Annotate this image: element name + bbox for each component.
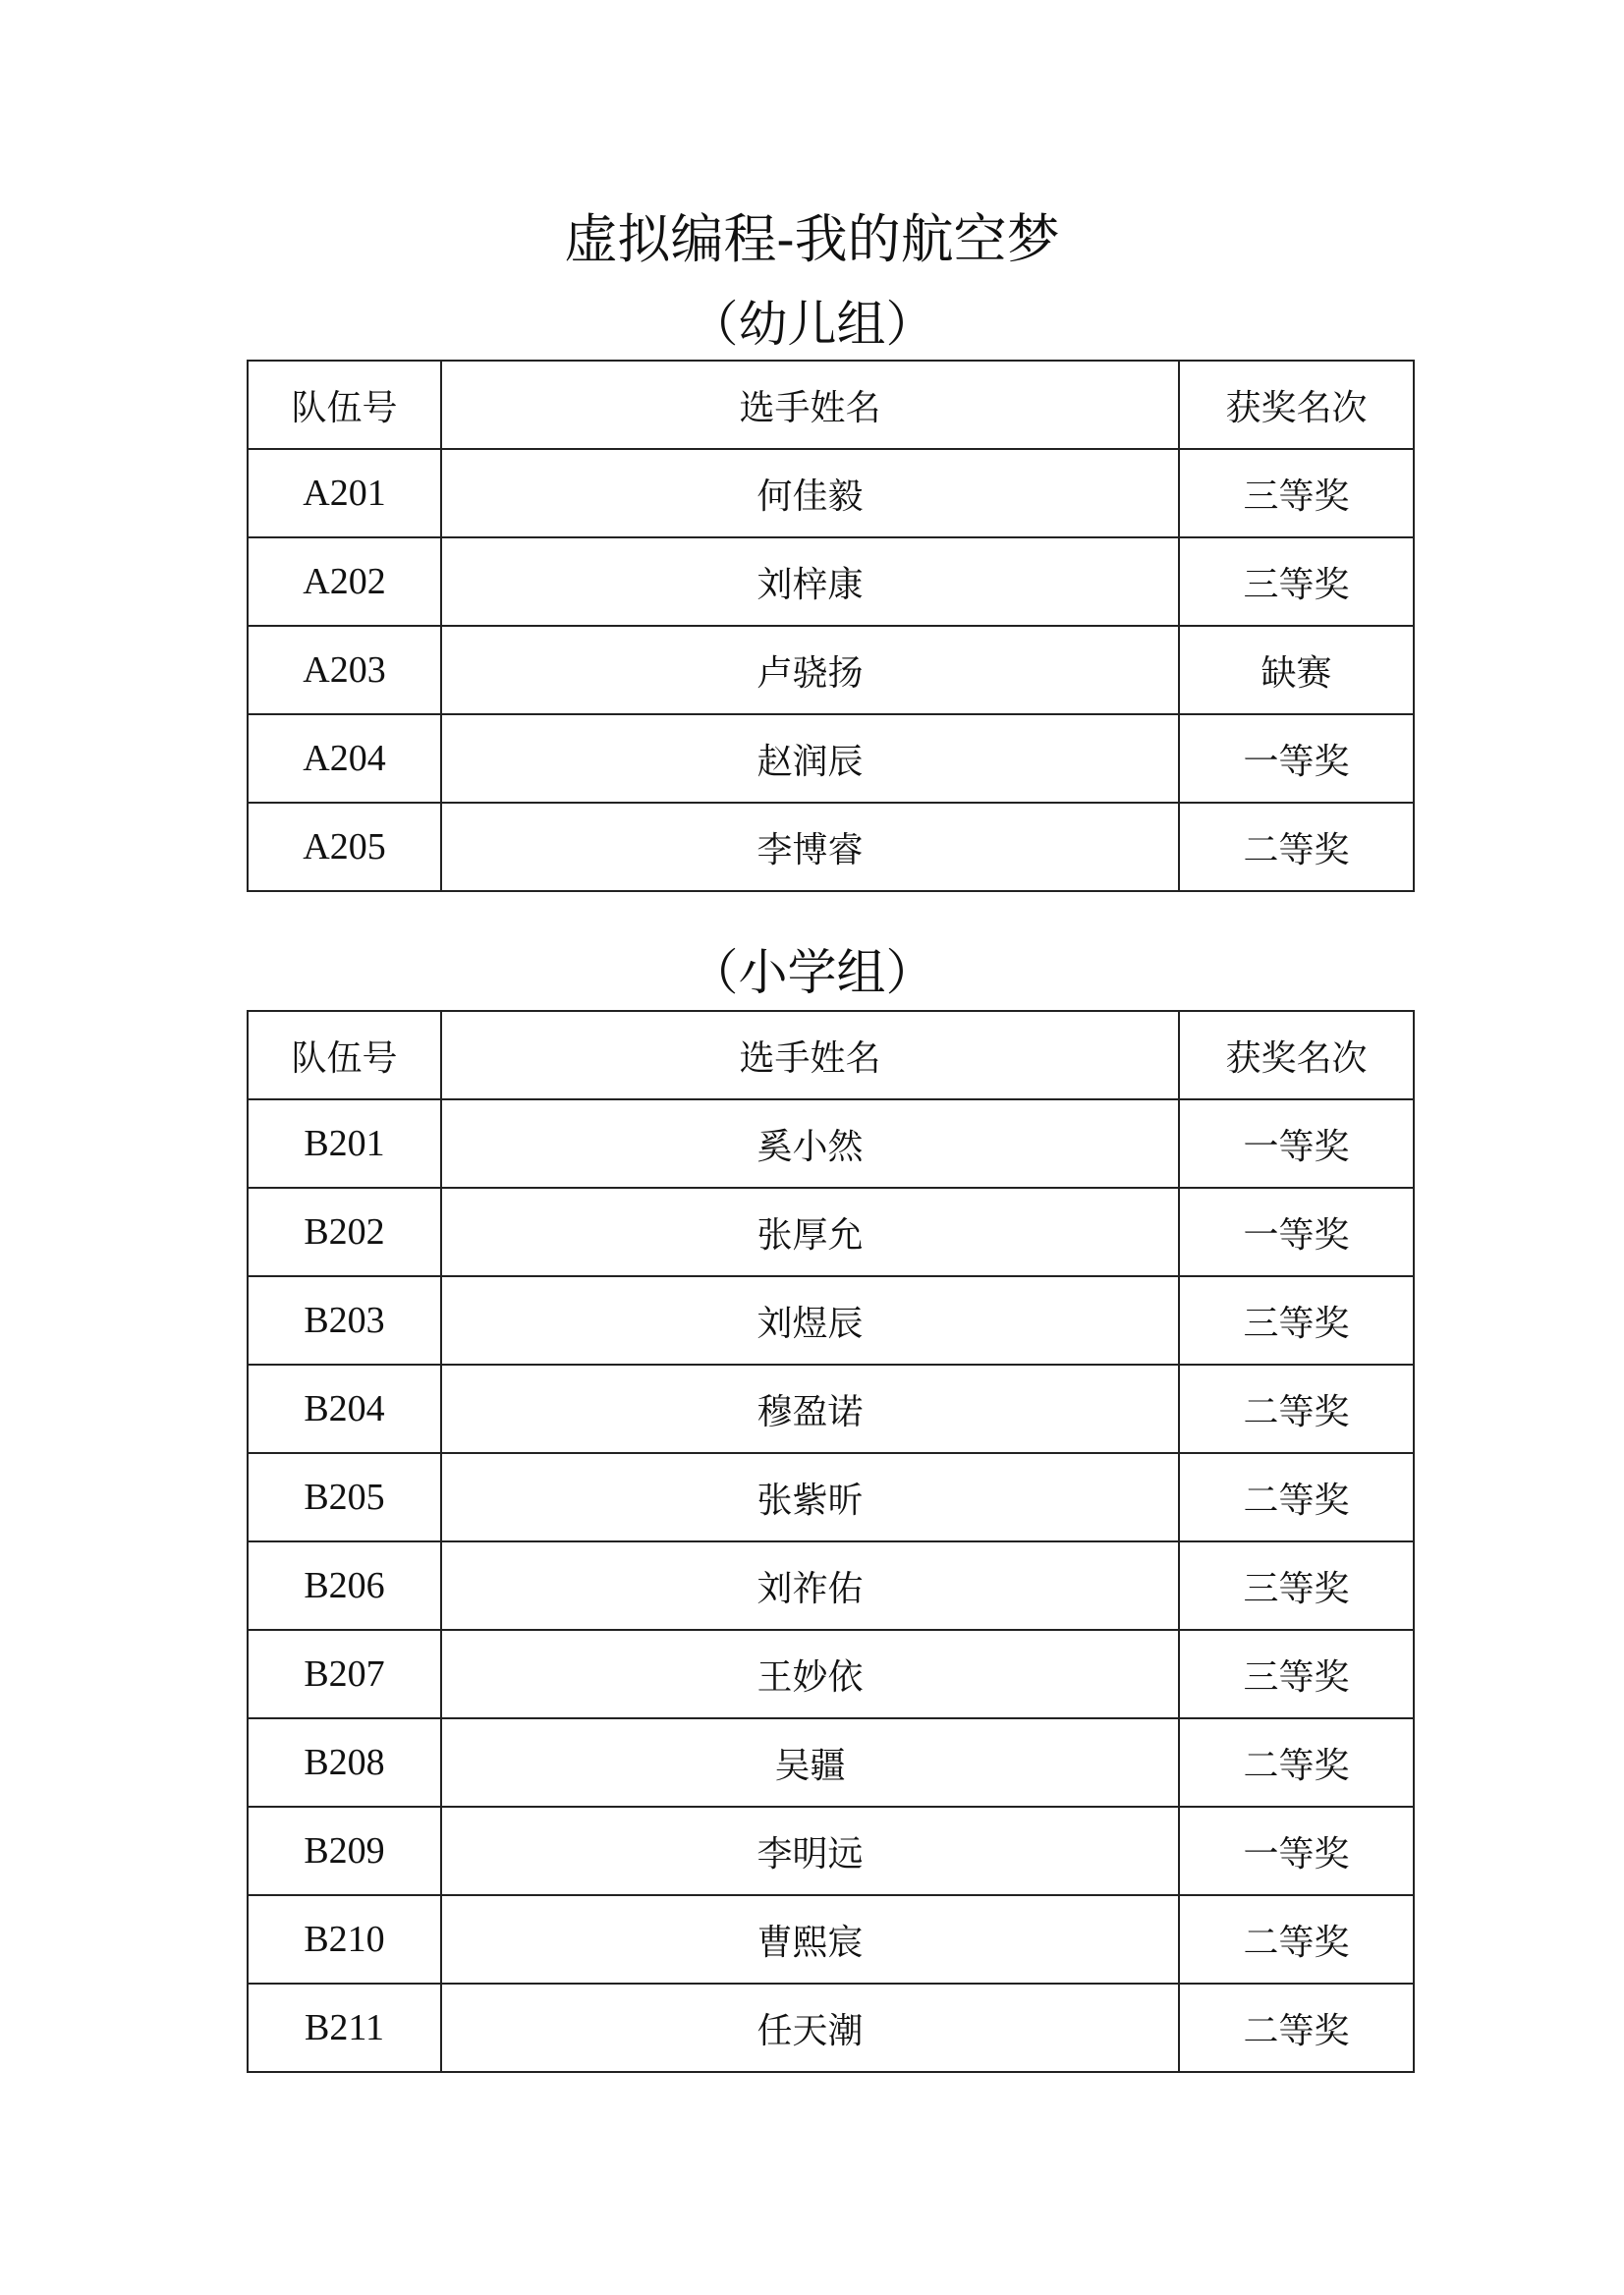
table-row — [248, 1188, 1414, 1276]
table-row — [248, 1807, 1414, 1895]
player-name-cell: 李博睿 — [441, 803, 1179, 891]
team-no-cell: B207 — [248, 1630, 441, 1718]
table-row — [248, 1276, 1414, 1365]
header-award: 获奖名次 — [1179, 361, 1414, 449]
team-no-cell: A205 — [248, 803, 441, 891]
header-award: 获奖名次 — [1179, 1011, 1414, 1099]
table-row — [248, 1099, 1414, 1188]
team-no-cell: A201 — [248, 449, 441, 537]
player-name-cell: 曹熙宸 — [441, 1895, 1179, 1984]
award-cell: 一等奖 — [1179, 1807, 1414, 1895]
results-table-kindergarten — [247, 360, 1415, 892]
table-row — [248, 1453, 1414, 1541]
player-name-cell: 刘煜辰 — [441, 1276, 1179, 1365]
header-team-no: 队伍号 — [248, 1011, 441, 1099]
award-cell: 三等奖 — [1179, 1541, 1414, 1630]
team-no-cell: B201 — [248, 1099, 441, 1188]
player-name-cell: 奚小然 — [441, 1099, 1179, 1188]
table-header-row — [248, 1011, 1414, 1099]
team-no-cell: B206 — [248, 1541, 441, 1630]
award-cell: 三等奖 — [1179, 537, 1414, 626]
team-no-cell: B203 — [248, 1276, 441, 1365]
award-cell: 二等奖 — [1179, 1453, 1414, 1541]
table-row — [248, 1630, 1414, 1718]
award-cell: 二等奖 — [1179, 1718, 1414, 1807]
table-row — [248, 1895, 1414, 1984]
player-name-cell: 王妙依 — [441, 1630, 1179, 1718]
table-row — [248, 1365, 1414, 1453]
player-name-cell: 李明远 — [441, 1807, 1179, 1895]
team-no-cell: B209 — [248, 1807, 441, 1895]
award-cell: 二等奖 — [1179, 803, 1414, 891]
team-no-cell: A202 — [248, 537, 441, 626]
table-header-row — [248, 361, 1414, 449]
table-row — [248, 449, 1414, 537]
player-name-cell: 任天潮 — [441, 1984, 1179, 2072]
header-team-no: 队伍号 — [248, 361, 441, 449]
team-no-cell: B210 — [248, 1895, 441, 1984]
team-no-cell: B208 — [248, 1718, 441, 1807]
award-cell: 二等奖 — [1179, 1895, 1414, 1984]
player-name-cell: 穆盈诺 — [441, 1365, 1179, 1453]
award-cell: 三等奖 — [1179, 1630, 1414, 1718]
team-no-cell: B211 — [248, 1984, 441, 2072]
table-row — [248, 714, 1414, 803]
award-cell: 一等奖 — [1179, 714, 1414, 803]
table-row — [248, 803, 1414, 891]
table-row — [248, 537, 1414, 626]
award-cell: 二等奖 — [1179, 1984, 1414, 2072]
header-player-name: 选手姓名 — [441, 361, 1179, 449]
team-no-cell: B202 — [248, 1188, 441, 1276]
table-row — [248, 626, 1414, 714]
award-cell: 缺赛 — [1179, 626, 1414, 714]
team-no-cell: B204 — [248, 1365, 441, 1453]
award-cell: 一等奖 — [1179, 1188, 1414, 1276]
player-name-cell: 吴疆 — [441, 1718, 1179, 1807]
player-name-cell: 张紫昕 — [441, 1453, 1179, 1541]
award-cell: 三等奖 — [1179, 449, 1414, 537]
award-cell: 一等奖 — [1179, 1099, 1414, 1188]
player-name-cell: 刘祚佑 — [441, 1541, 1179, 1630]
table-row — [248, 1718, 1414, 1807]
table-row — [248, 1984, 1414, 2072]
award-cell: 二等奖 — [1179, 1365, 1414, 1453]
team-no-cell: A203 — [248, 626, 441, 714]
team-no-cell: A204 — [248, 714, 441, 803]
player-name-cell: 卢骁扬 — [441, 626, 1179, 714]
header-player-name: 选手姓名 — [441, 1011, 1179, 1099]
document-title: 虚拟编程-我的航空梦 — [564, 208, 1060, 270]
player-name-cell: 赵润辰 — [441, 714, 1179, 803]
award-cell: 三等奖 — [1179, 1276, 1414, 1365]
group-title-kindergarten: （幼儿组） — [689, 296, 935, 353]
table-row — [248, 1541, 1414, 1630]
player-name-cell: 张厚允 — [441, 1188, 1179, 1276]
player-name-cell: 何佳毅 — [441, 449, 1179, 537]
team-no-cell: B205 — [248, 1453, 441, 1541]
group-title-primary-school: （小学组） — [689, 944, 935, 1001]
results-table-primary-school — [247, 1010, 1415, 2073]
player-name-cell: 刘梓康 — [441, 537, 1179, 626]
